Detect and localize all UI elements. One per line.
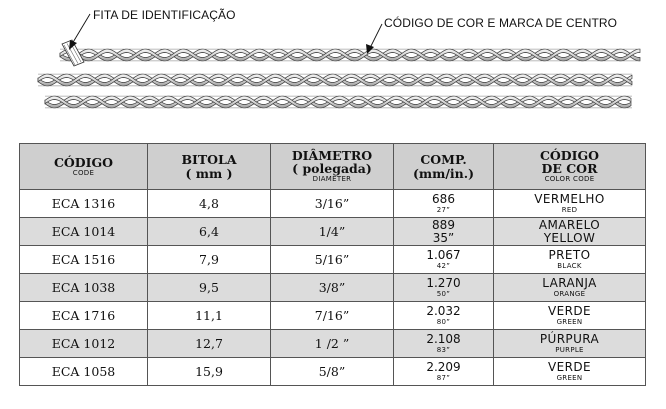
cell-code: ECA 1012 [20,330,148,358]
cell-cor: VERMELHO RED [494,190,646,218]
cell-cor: AMARELO YELLOW [494,218,646,246]
header-row [20,144,646,190]
cell-comp: 2.108 83” [394,330,494,358]
cell-cor: PÚRPURA PURPLE [494,330,646,358]
cell-diametro: 1 /2 ” [271,330,394,358]
cell-bitola: 6,4 [148,218,271,246]
cell-code: ECA 1316 [20,190,148,218]
cell-code: ECA 1516 [20,246,148,274]
fita-label: FITA DE IDENTIFICAÇÃO [93,8,236,22]
header-codigo-cor: CÓDIGO DE COR COLOR CODE [494,144,646,190]
table-row [20,330,646,358]
cell-comp: 686 27” [394,190,494,218]
cell-diametro: 3/16” [271,190,394,218]
cell-comp: 2.032 80” [394,302,494,330]
header-codigo: CÓDIGO CODE [20,144,148,190]
rod-2 [38,74,632,86]
table-row [20,190,646,218]
fita-leader-arrow [69,14,90,50]
cell-code: ECA 1058 [20,358,148,386]
header-comp: COMP. (mm/in.) [394,144,494,190]
table-row [20,302,646,330]
table-row [20,246,646,274]
cell-code: ECA 1716 [20,302,148,330]
cell-bitola: 7,9 [148,246,271,274]
cell-code: ECA 1038 [20,274,148,302]
table-row [20,274,646,302]
table-row [20,358,646,386]
header-bitola: BITOLA ( mm ) [148,144,271,190]
cell-diametro: 7/16” [271,302,394,330]
cell-cor: LARANJA ORANGE [494,274,646,302]
table-row [20,218,646,246]
cell-cor: VERDE GREEN [494,302,646,330]
cell-diametro: 3/8” [271,274,394,302]
cell-comp: 889 35” [394,218,494,246]
rod-1 [60,49,640,61]
cell-diametro: 1/4” [271,218,394,246]
spec-table [19,143,646,386]
cell-cor: VERDE GREEN [494,358,646,386]
cell-bitola: 11,1 [148,302,271,330]
cell-code: ECA 1014 [20,218,148,246]
cell-bitola: 12,7 [148,330,271,358]
cell-diametro: 5/8” [271,358,394,386]
cell-comp: 1.067 42” [394,246,494,274]
cell-cor: PRETO BLACK [494,246,646,274]
cell-diametro: 5/16” [271,246,394,274]
codigo-cor-label: CÓDIGO DE COR E MARCA DE CENTRO [384,16,618,30]
rod-3 [45,96,632,108]
cell-bitola: 9,5 [148,274,271,302]
cell-bitola: 15,9 [148,358,271,386]
header-diametro: DIÂMETRO ( polegada) DIAMETER [271,144,394,190]
cell-bitola: 4,8 [148,190,271,218]
cell-comp: 1.270 50” [394,274,494,302]
cell-comp: 2.209 87” [394,358,494,386]
